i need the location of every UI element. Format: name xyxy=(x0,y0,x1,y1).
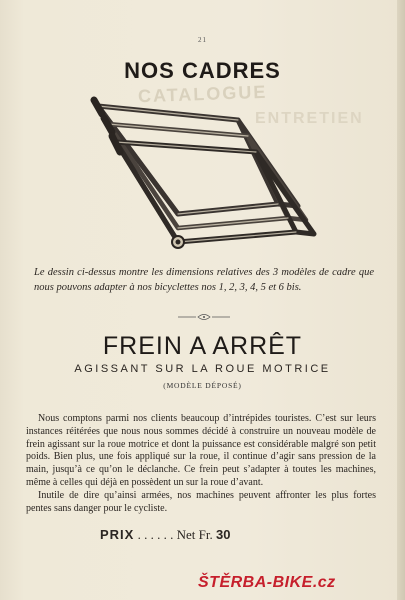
price-currency: Fr. xyxy=(198,527,213,542)
description-text xyxy=(26,413,376,515)
bleed-through-text: CATALOGUE xyxy=(137,81,268,107)
frames-caption: Le dessin ci-dessus montre les dimensions relatives des 3 modèles de cadre que nous pouvons adapter à nos bicyclettes nos 1, 2, 3, 4, 5 et 6 bis. xyxy=(34,267,374,293)
watermark-separator: - xyxy=(266,574,273,591)
page-edge xyxy=(397,0,405,600)
site-watermark xyxy=(198,574,336,592)
ornamental-divider xyxy=(176,313,232,321)
watermark-domain: BIKE.cz xyxy=(272,574,336,591)
price-label: PRIX xyxy=(100,527,135,542)
bleed-through-text-2: ENTRETIEN xyxy=(255,110,364,127)
subheading-roue-motrice: AGISSANT SUR LA ROUE MOTRICE xyxy=(74,363,331,375)
price-dots: . . . . . . xyxy=(137,527,174,542)
heading-frein-a-arret: FREIN A ARRÊT xyxy=(102,332,303,360)
paragraph-1: Nous comptons parmi nos clients beaucoup d’intrépides touristes. C’est sur leurs instances réitérées que nous nous sommes décidé à construire un nouveau modèle de frein agissant sur la roue motrice et dont la puissance est considérable malgré son petit poids. Bien plus, une fois appliqué sur la roue, il continue d’agir sans pression de la main, jusqu’à ce qu’on le déclanche. Ce frein peut s’adapter à toutes les machines, même à celles qui déjà en possèdent un sur la roue d’avant. xyxy=(26,413,376,488)
price-line xyxy=(100,527,360,543)
price-amount: 30 xyxy=(215,527,231,542)
model-note: (MODÈLE DÉPOSÉ) xyxy=(163,381,242,390)
paragraph-2: Inutile de dire qu’ainsi armées, nos machines peuvent affronter les plus fortes pentes sans danger pour le cycliste. xyxy=(26,489,376,514)
heading-nos-cadres: NOS CADRES xyxy=(124,58,281,83)
bicycle-frames-illustration xyxy=(78,96,318,256)
price-net: Net xyxy=(176,527,196,542)
page-number: 21 xyxy=(198,36,207,44)
frame-outline-3 xyxy=(116,142,314,242)
watermark-name: ŠTĚRBA xyxy=(198,574,267,591)
